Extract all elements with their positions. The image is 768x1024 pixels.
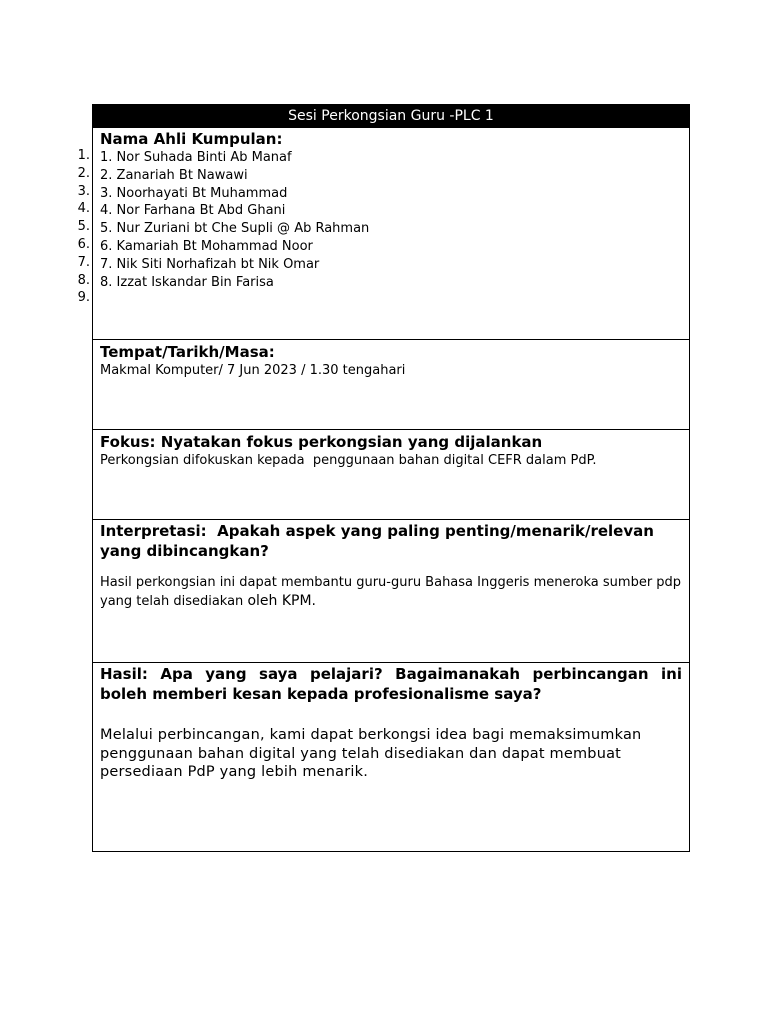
result-text: Melalui perbincangan, kami dapat berkongsi idea bagi memaksimumkan penggunaan bahan digital yang telah disediakan dan dapat membuat persediaan PdP yang lebih menarik. (100, 727, 642, 780)
member-item: 6. Kamariah Bt Mohammad Noor (100, 238, 313, 254)
members-section (93, 127, 689, 339)
interpretation-text-part-b: oleh KPM. (247, 593, 316, 609)
member-item: 4. Nor Farhana Bt Abd Ghani (100, 203, 286, 219)
number-label: 1. (77, 148, 90, 163)
place-text: Makmal Komputer/ 7 Jun 2023 / 1.30 tengahari (100, 363, 406, 378)
result-heading: Hasil: Apa yang saya pelajari? Bagaimanakah perbincangan ini boleh memberi kesan kepada profesionalisme saya? (100, 665, 682, 703)
result-section (93, 662, 689, 851)
interpretation-heading: Interpretasi: Apakah aspek yang paling penting/menarik/relevan yang dibincangkan? (100, 522, 660, 560)
plc-form-table (92, 104, 690, 852)
number-label: 4. (77, 201, 90, 217)
place-heading: Tempat/Tarikh/Masa: (100, 343, 275, 361)
members-heading: Nama Ahli Kumpulan: (100, 130, 283, 148)
member-item: 1. Nor Suhada Binti Ab Manaf (100, 150, 292, 165)
place-date-time-section (93, 339, 689, 429)
member-item: 8. Izzat Iskandar Bin Farisa (100, 274, 274, 290)
member-item: 3. Noorhayati Bt Muhammad (100, 185, 288, 201)
outer-numbering (62, 147, 90, 307)
focus-text: Perkongsian difokuskan kepada penggunaan bahan digital CEFR dalam PdP. (100, 453, 597, 468)
focus-heading: Fokus: Nyatakan fokus perkongsian yang dijalankan (100, 433, 543, 451)
member-item: 7. Nik Siti Norhafizah bt Nik Omar (100, 256, 320, 272)
interpretation-section (93, 519, 689, 662)
interpretation-text-line1: Hasil perkongsian ini dapat membantu guru-guru Bahasa Inggeris meneroka sumber pdp (100, 575, 682, 590)
number-label: 5. (77, 219, 90, 235)
number-label: 9. (77, 290, 90, 306)
interpretation-text-line2 (100, 592, 682, 611)
form-title: Sesi Perkongsian Guru -PLC 1 (93, 105, 689, 127)
interpretation-text-part-a: yang telah disediakan (100, 594, 248, 609)
number-label: 8. (77, 272, 90, 288)
number-label: 2. (77, 165, 90, 181)
number-label: 3. (77, 183, 90, 199)
number-label: 7. (77, 254, 90, 270)
number-label: 6. (77, 236, 90, 252)
member-item: 2. Zanariah Bt Nawawi (100, 167, 248, 183)
member-item: 5. Nur Zuriani bt Che Supli @ Ab Rahman (100, 221, 370, 237)
focus-section (93, 429, 689, 519)
